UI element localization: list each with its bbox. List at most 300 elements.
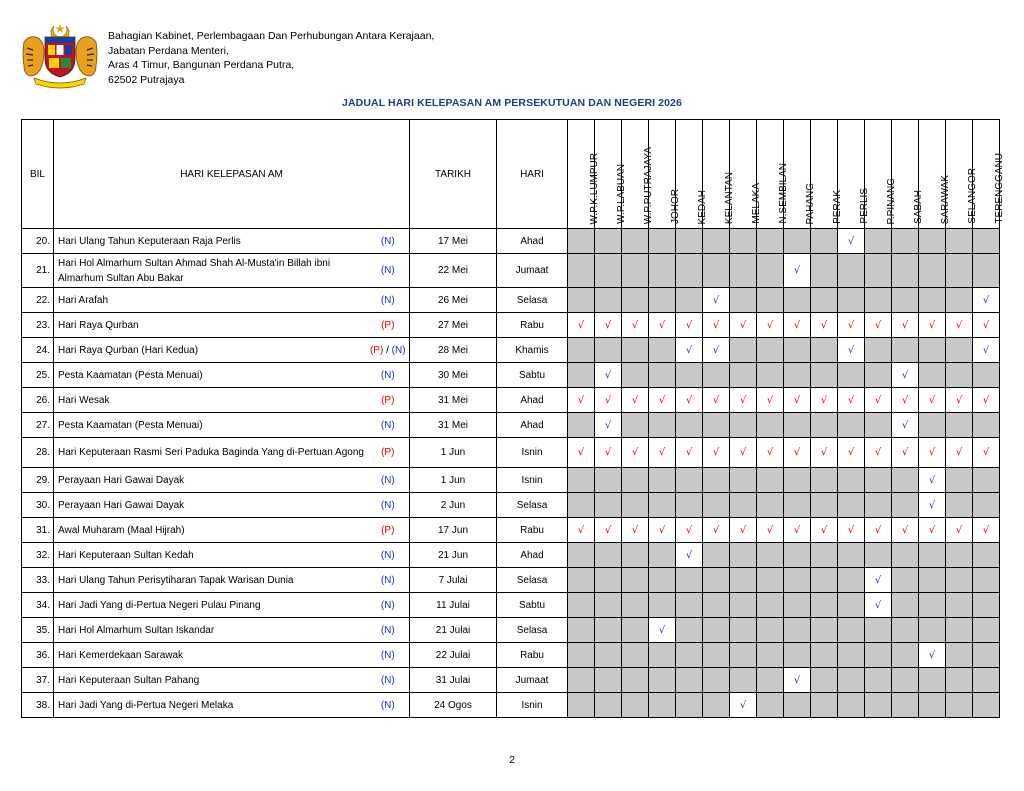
state-cell (892, 413, 919, 438)
state-cell (703, 693, 730, 718)
state-cell (595, 363, 622, 388)
check-mark-icon: √ (793, 394, 801, 406)
check-mark-icon: √ (577, 394, 585, 406)
state-cell (568, 413, 595, 438)
row-number: 38. (22, 693, 54, 718)
state-cell (730, 493, 757, 518)
state-cell (676, 468, 703, 493)
state-cell (919, 388, 946, 413)
check-mark-icon: √ (793, 674, 801, 686)
check-mark-icon: √ (712, 394, 720, 406)
holiday-date: 17 Mei (410, 229, 497, 254)
state-cell (703, 388, 730, 413)
state-cell (622, 618, 649, 643)
state-cell (946, 363, 973, 388)
state-cell (784, 254, 811, 288)
holiday-name: Hari Hol Almarhum Sultan Iskandar (54, 618, 367, 643)
check-mark-icon: √ (847, 344, 855, 356)
holiday-category: (N) (367, 493, 410, 518)
check-mark-icon: √ (766, 394, 774, 406)
state-cell (676, 229, 703, 254)
header-state (919, 120, 952, 229)
holiday-day: Ahad (497, 388, 568, 413)
row-number: 30. (22, 493, 54, 518)
check-mark-icon: √ (604, 524, 612, 536)
holiday-date: 11 Julai (410, 593, 497, 618)
table-row (22, 468, 1000, 493)
state-cell (595, 313, 622, 338)
state-cell (865, 593, 892, 618)
category-state: (N) (391, 344, 406, 356)
check-mark-icon: √ (955, 319, 963, 331)
check-mark-icon: √ (685, 344, 693, 356)
address-line: Bahagian Kabinet, Perlembagaan Dan Perhubungan Antara Kerajaan, (108, 30, 435, 42)
state-cell (946, 493, 973, 518)
state-cell (730, 693, 757, 718)
state-cell (703, 543, 730, 568)
state-cell (703, 229, 730, 254)
state-cell (892, 518, 919, 543)
state-cell (676, 438, 703, 468)
state-label: W.P.PUTRAJAYA (643, 146, 655, 224)
check-mark-icon: √ (604, 319, 612, 331)
state-cell (568, 388, 595, 413)
state-cell (568, 363, 595, 388)
state-cell (730, 338, 757, 363)
state-cell (838, 388, 865, 413)
state-cell (757, 643, 784, 668)
check-mark-icon: √ (604, 419, 612, 431)
check-mark-icon: √ (739, 394, 747, 406)
check-mark-icon: √ (658, 394, 666, 406)
state-cell (838, 229, 865, 254)
state-cell (676, 593, 703, 618)
holiday-name: Hari Keputeraan Sultan Kedah (54, 543, 367, 568)
state-cell (892, 593, 919, 618)
state-label: SELANGOR (967, 168, 979, 224)
state-cell (892, 229, 919, 254)
state-cell (622, 668, 649, 693)
check-mark-icon: √ (901, 394, 909, 406)
state-cell (919, 288, 946, 313)
address-line: 62502 Putrajaya (108, 73, 185, 86)
state-cell (595, 288, 622, 313)
check-mark-icon: √ (847, 524, 855, 536)
state-cell (595, 693, 622, 718)
state-cell (703, 668, 730, 693)
holiday-day: Selasa (497, 288, 568, 313)
holiday-date: 28 Mei (410, 338, 497, 363)
state-cell (838, 313, 865, 338)
holiday-date: 22 Mei (410, 254, 497, 288)
holiday-category (367, 338, 410, 363)
state-cell (946, 229, 973, 254)
state-cell (730, 568, 757, 593)
state-cell (703, 593, 730, 618)
category-federal: (P) (369, 344, 384, 356)
check-mark-icon: √ (928, 524, 936, 536)
state-cell (811, 338, 838, 363)
state-cell (838, 593, 865, 618)
header-state (757, 120, 790, 229)
holiday-date: 1 Jun (410, 438, 497, 468)
state-cell (919, 618, 946, 643)
state-cell (865, 668, 892, 693)
state-cell (676, 313, 703, 338)
check-mark-icon: √ (712, 524, 720, 536)
check-mark-icon: √ (820, 447, 828, 458)
state-cell (919, 413, 946, 438)
state-cell (784, 313, 811, 338)
state-cell (757, 288, 784, 313)
state-cell (892, 543, 919, 568)
check-mark-icon: √ (928, 447, 936, 458)
check-mark-icon: √ (685, 447, 693, 458)
state-cell (730, 254, 757, 288)
state-cell (676, 518, 703, 543)
state-cell (757, 468, 784, 493)
state-cell (811, 413, 838, 438)
state-cell (595, 388, 622, 413)
check-mark-icon: √ (685, 319, 693, 331)
holiday-date: 21 Julai (410, 618, 497, 643)
state-cell (649, 338, 676, 363)
holiday-category: (N) (367, 543, 410, 568)
state-cell (730, 618, 757, 643)
check-mark-icon: √ (820, 319, 828, 331)
check-mark-icon: √ (712, 294, 720, 306)
state-cell (919, 543, 946, 568)
state-cell (649, 468, 676, 493)
state-label: KELANTAN (724, 171, 736, 224)
state-cell (838, 363, 865, 388)
header-state (703, 120, 736, 229)
state-cell (838, 543, 865, 568)
state-cell (622, 288, 649, 313)
state-cell (973, 438, 1000, 468)
state-cell (595, 643, 622, 668)
holiday-date: 31 Mei (410, 388, 497, 413)
state-cell (649, 518, 676, 543)
check-mark-icon: √ (901, 447, 909, 458)
state-cell (568, 618, 595, 643)
state-cell (595, 568, 622, 593)
holiday-date: 7 Julai (410, 568, 497, 593)
state-cell (757, 493, 784, 518)
row-number: 34. (22, 593, 54, 618)
header-bil: BIL (22, 120, 54, 229)
holiday-name: Hari Kemerdekaan Sarawak (54, 643, 367, 668)
header-state (649, 120, 682, 229)
state-cell (838, 338, 865, 363)
state-cell (703, 518, 730, 543)
table-row (22, 413, 1000, 438)
check-mark-icon: √ (658, 319, 666, 331)
state-cell (919, 254, 946, 288)
row-number: 28. (22, 438, 54, 468)
state-cell (865, 363, 892, 388)
holiday-date: 27 Mei (410, 313, 497, 338)
row-number: 24. (22, 338, 54, 363)
check-mark-icon: √ (901, 419, 909, 431)
state-cell (622, 229, 649, 254)
state-cell (757, 254, 784, 288)
state-cell (784, 388, 811, 413)
state-cell (919, 493, 946, 518)
state-cell (784, 468, 811, 493)
table-row (22, 254, 1000, 288)
state-cell (946, 668, 973, 693)
state-cell (865, 568, 892, 593)
holiday-name: Hari Jadi Yang di-Pertua Negeri Pulau Pinang (54, 593, 367, 618)
header-date: TARIKH (410, 120, 497, 229)
check-mark-icon: √ (793, 319, 801, 331)
check-mark-icon: √ (739, 699, 747, 711)
holiday-name: Hari Keputeraan Sultan Pahang (54, 668, 367, 693)
state-cell (973, 618, 1000, 643)
state-cell (568, 254, 595, 288)
state-cell (946, 568, 973, 593)
header-state (622, 120, 655, 229)
state-cell (703, 468, 730, 493)
state-cell (946, 593, 973, 618)
holiday-category: (P) (367, 388, 410, 413)
state-cell (865, 618, 892, 643)
check-mark-icon: √ (577, 319, 585, 331)
state-cell (784, 668, 811, 693)
state-cell (784, 438, 811, 468)
state-cell (757, 518, 784, 543)
state-cell (595, 618, 622, 643)
state-cell (568, 543, 595, 568)
state-label: W.P.LABUAN (616, 164, 628, 224)
check-mark-icon: √ (739, 447, 747, 458)
holiday-day: Ahad (497, 413, 568, 438)
state-cell (784, 618, 811, 643)
holiday-category: (P) (367, 438, 410, 468)
holiday-day: Ahad (497, 543, 568, 568)
check-mark-icon: √ (577, 447, 585, 458)
table-row (22, 229, 1000, 254)
holiday-day: Isnin (497, 693, 568, 718)
state-cell (622, 313, 649, 338)
check-mark-icon: √ (847, 394, 855, 406)
check-mark-icon: √ (901, 524, 909, 536)
state-cell (649, 643, 676, 668)
header-state (676, 120, 709, 229)
state-cell (838, 618, 865, 643)
state-cell (622, 388, 649, 413)
holiday-category: (P) (367, 313, 410, 338)
state-cell (973, 518, 1000, 543)
state-cell (622, 338, 649, 363)
state-label: TERENGGANU (994, 153, 1006, 224)
state-cell (919, 313, 946, 338)
address-line: Jabatan Perdana Menteri, (108, 44, 229, 57)
state-label: SABAH (913, 190, 925, 224)
state-cell (865, 438, 892, 468)
state-cell (784, 288, 811, 313)
state-cell (703, 288, 730, 313)
state-cell (622, 518, 649, 543)
check-mark-icon: √ (685, 549, 693, 561)
row-number: 21. (22, 254, 54, 288)
state-cell (730, 229, 757, 254)
table-row (22, 693, 1000, 718)
state-cell (757, 593, 784, 618)
state-cell (919, 229, 946, 254)
table-row (22, 493, 1000, 518)
state-cell (595, 468, 622, 493)
state-cell (865, 413, 892, 438)
state-cell (892, 568, 919, 593)
state-cell (568, 288, 595, 313)
state-cell (757, 413, 784, 438)
state-cell (757, 229, 784, 254)
holiday-day: Rabu (497, 518, 568, 543)
holiday-day: Jumaat (497, 668, 568, 693)
state-cell (568, 593, 595, 618)
state-cell (730, 313, 757, 338)
state-cell (838, 438, 865, 468)
state-cell (811, 593, 838, 618)
state-cell (946, 618, 973, 643)
state-cell (946, 518, 973, 543)
state-cell (622, 254, 649, 288)
state-cell (703, 413, 730, 438)
check-mark-icon: √ (874, 599, 882, 611)
state-cell (757, 693, 784, 718)
state-cell (946, 643, 973, 668)
check-mark-icon: √ (982, 394, 990, 406)
table-row (22, 363, 1000, 388)
state-cell (892, 643, 919, 668)
state-cell (757, 543, 784, 568)
check-mark-icon: √ (928, 319, 936, 331)
state-cell (730, 668, 757, 693)
check-mark-icon: √ (658, 447, 666, 458)
state-cell (892, 668, 919, 693)
holiday-name: Hari Hol Almarhum Sultan Ahmad Shah Al-Musta'in Billah ibni Almarhum Sultan Abu Bakar (54, 254, 367, 288)
check-mark-icon: √ (847, 235, 855, 247)
state-cell (649, 493, 676, 518)
check-mark-icon: √ (712, 319, 720, 331)
table-row (22, 618, 1000, 643)
state-cell (919, 693, 946, 718)
holiday-category: (N) (367, 413, 410, 438)
check-mark-icon: √ (820, 524, 828, 536)
row-number: 31. (22, 518, 54, 543)
check-mark-icon: √ (874, 524, 882, 536)
state-cell (811, 693, 838, 718)
holiday-category: (N) (367, 568, 410, 593)
header-state (811, 120, 844, 229)
state-cell (730, 518, 757, 543)
state-cell (946, 288, 973, 313)
holiday-day: Selasa (497, 493, 568, 518)
table-row (22, 668, 1000, 693)
state-cell (865, 338, 892, 363)
check-mark-icon: √ (928, 649, 936, 661)
state-cell (676, 568, 703, 593)
state-cell (649, 313, 676, 338)
holiday-date: 1 Jun (410, 468, 497, 493)
state-cell (946, 338, 973, 363)
state-cell (784, 518, 811, 543)
state-cell (784, 643, 811, 668)
state-cell (568, 438, 595, 468)
state-cell (784, 413, 811, 438)
state-cell (649, 229, 676, 254)
state-cell (973, 568, 1000, 593)
check-mark-icon: √ (631, 524, 639, 536)
holiday-name: Perayaan Hari Gawai Dayak (54, 493, 367, 518)
state-cell (946, 388, 973, 413)
state-cell (676, 543, 703, 568)
holiday-date: 31 Mei (410, 413, 497, 438)
state-cell (973, 229, 1000, 254)
table-row (22, 438, 1000, 468)
row-number: 37. (22, 668, 54, 693)
check-mark-icon: √ (955, 524, 963, 536)
state-cell (892, 468, 919, 493)
table-row (22, 338, 1000, 363)
check-mark-icon: √ (874, 447, 882, 458)
check-mark-icon: √ (631, 394, 639, 406)
state-cell (865, 254, 892, 288)
state-cell (838, 413, 865, 438)
holiday-category: (N) (367, 693, 410, 718)
state-cell (622, 468, 649, 493)
state-cell (568, 518, 595, 543)
check-mark-icon: √ (631, 447, 639, 458)
state-cell (730, 288, 757, 313)
state-cell (973, 668, 1000, 693)
state-cell (973, 468, 1000, 493)
state-cell (919, 468, 946, 493)
row-number: 23. (22, 313, 54, 338)
state-cell (676, 693, 703, 718)
state-cell (892, 493, 919, 518)
check-mark-icon: √ (793, 265, 801, 276)
state-cell (892, 288, 919, 313)
state-cell (892, 338, 919, 363)
header-state (892, 120, 925, 229)
holiday-name: Hari Raya Qurban (Hari Kedua) (54, 338, 367, 363)
state-cell (919, 668, 946, 693)
state-cell (946, 254, 973, 288)
state-cell (649, 693, 676, 718)
state-cell (919, 438, 946, 468)
holiday-rows (22, 229, 1000, 718)
state-cell (568, 668, 595, 693)
state-cell (703, 438, 730, 468)
state-cell (838, 643, 865, 668)
state-cell (973, 593, 1000, 618)
state-cell (865, 468, 892, 493)
state-cell (676, 493, 703, 518)
holiday-name: Hari Arafah (54, 288, 367, 313)
holiday-name: Hari Keputeraan Rasmi Seri Paduka Baginda Yang di-Pertuan Agong (54, 438, 367, 468)
state-label: N.SEMBILAN (778, 163, 790, 224)
state-cell (838, 693, 865, 718)
state-cell (811, 618, 838, 643)
state-cell (568, 568, 595, 593)
state-cell (595, 438, 622, 468)
state-label: PERAK (832, 190, 844, 224)
state-cell (622, 493, 649, 518)
row-number: 20. (22, 229, 54, 254)
